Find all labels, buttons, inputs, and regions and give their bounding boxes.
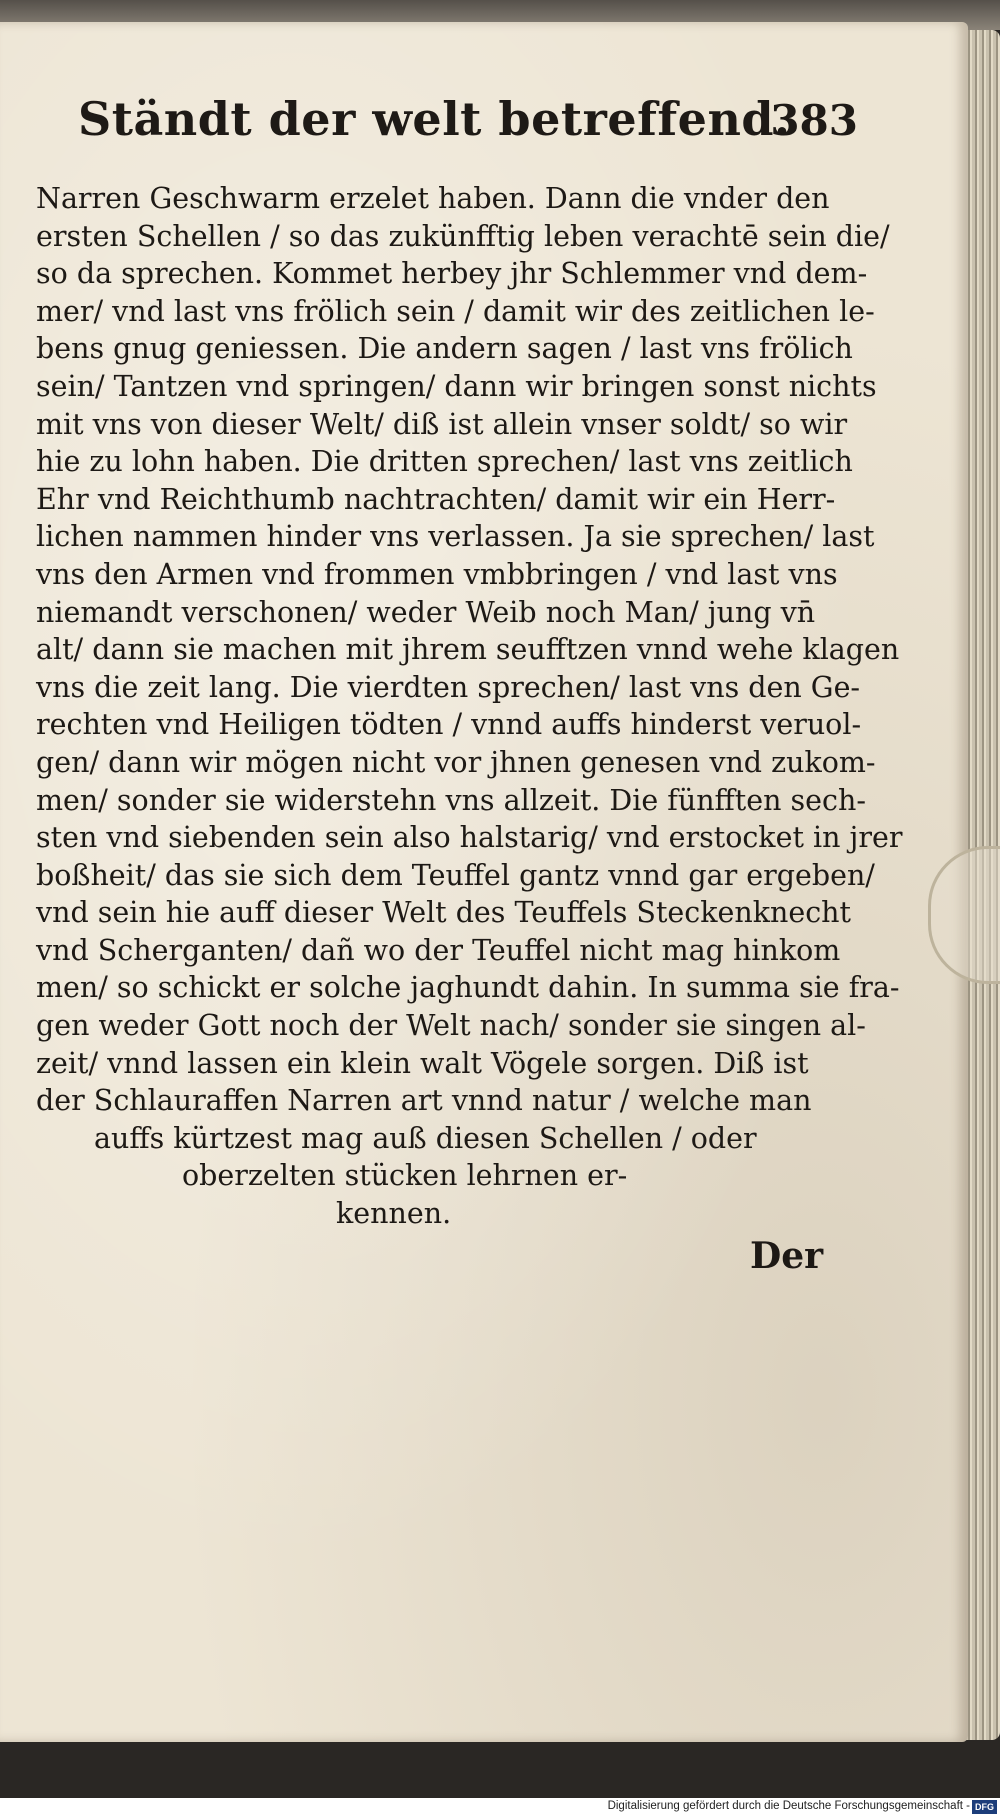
text-line: mer/ vnd last vns frölich sein / damit wir des zeitlichen le- [36,294,875,328]
text-line: men/ sonder sie widerstehn vns allzeit. Die fünfften sech- [36,783,866,817]
text-line: hie zu lohn haben. Die dritten sprechen/ last vns zeitlich [36,445,853,479]
body-text [36,180,903,1233]
text-line: lichen nammen hinder vns verlassen. Ja sie sprechen/ last [36,520,875,554]
dfg-logo: DFG [972,1800,997,1814]
page-header [78,92,858,162]
text-line: niemandt verschonen/ weder Weib noch Man/ jung vn̄ [36,595,816,629]
funding-credit: Digitalisierung gefördert durch die Deutsche Forschungsgemeinschaft - [607,1800,970,1812]
text-line: alt/ dann sie machen mit jhrem seufftzen vnnd wehe klagen [36,633,900,667]
page-number: 383 [770,96,858,145]
text-line: boßheit/ das sie sich dem Teuffel gantz vnnd gar ergeben/ [36,858,875,892]
text-line: auffs kürtzest mag auß diesen Schellen / oder [94,1121,757,1155]
text-line: mit vns von dieser Welt/ diß ist allein vnser soldt/ so wir [36,407,848,441]
text-line: bens gnug geniessen. Die andern sagen / last vns frölich [36,332,853,366]
text-line: Narren Geschwarm erzelet haben. Dann die vnder den [36,182,830,215]
text-line: gen/ dann wir mögen nicht vor jhnen genesen vnd zukom- [36,745,876,779]
text-line: der Schlauraffen Narren art vnnd natur / welche man [36,1084,812,1118]
running-head: Ständt der welt betreffend. [78,92,791,146]
text-line: so da sprechen. Kommet herbey jhr Schlemmer vnd dem- [36,257,868,291]
text-line: sein/ Tantzen vnd springen/ dann wir bringen sonst nichts [36,369,877,403]
text-line: vnd Scherganten/ dañ wo der Teuffel nicht mag hinkom [36,933,841,967]
text-line: men/ so schickt er solche jaghundt dahin. In summa sie fra- [36,971,900,1005]
text-line: gen weder Gott noch der Welt nach/ sonder sie singen al- [36,1009,866,1043]
text-line: oberzelten stücken lehrnen er- [182,1159,628,1193]
text-line: Ehr vnd Reichthumb nachtrachten/ damit wir ein Herr- [36,482,836,516]
text-line: vns den Armen vnd frommen vmbbringen / vnd last vns [36,557,838,591]
text-line: rechten vnd Heiligen tödten / vnnd auffs hinderst veruol- [36,708,862,742]
text-line: kennen. [336,1197,452,1231]
text-line: vns die zeit lang. Die vierdten sprechen/ last vns den Ge- [36,670,861,704]
catchword: Der [750,1235,824,1277]
text-line: zeit/ vnnd lassen ein klein walt Vögele sorgen. Diß ist [36,1046,809,1080]
text-line: ersten Schellen / so das zukünfftig leben verachtē sein die/ [36,219,890,253]
text-line: sten vnd siebenden sein also halstarig/ vnd erstocket in jrer [36,821,903,855]
text-line: vnd sein hie auff dieser Welt des Teuffels Steckenknecht [36,896,851,930]
